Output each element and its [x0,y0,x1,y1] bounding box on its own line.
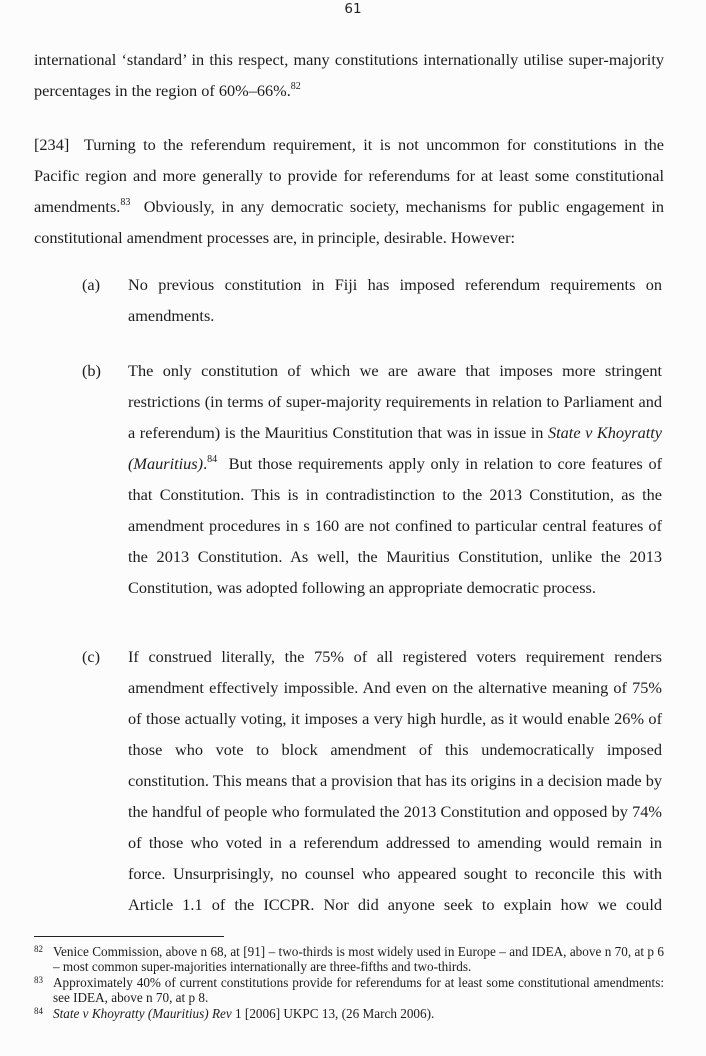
footnote-83 [34,975,664,1005]
sub-item-text [128,355,662,603]
sub-item-text-part: The only constitution of which we are aware that imposes more stringent restrictions (in terms of super-majority requirements in relation to Parliament and a referendum) is the Mauritius Constitution that was in issue in [128,361,662,442]
footnote-ref-82[interactable]: 82 [290,81,301,92]
footnote-82 [34,944,664,974]
paragraph-text: Turning to the referendum requirement, it is not uncommon for constitutions in the Pacific region and more generally to provide for referendums for at least some constitutional amendments. [34,135,664,216]
footnote-text: Approximately 40% of current constitutions provide for referendums for at least some constitutional amendments: see IDEA, above n 70, at p 8. [53,975,664,1005]
case-name: State v Khoyratty (Mauritius) [128,423,662,473]
sub-item-label: (b) [82,361,101,380]
paragraph-text: international ‘standard’ in this respect, many constitutions internationally utilise super-majority percentages in the region of 60%–66%. [34,50,664,100]
sub-item-text: No previous constitution in Fiji has imposed referendum requirements on amendments. [128,275,662,325]
footnote-text: Venice Commission, above n 68, at [91] – two-thirds is most widely used in Europe – and IDEA, above n 70, at p 6 – most common super-majorities internationally are three-fifths and two-thirds. [53,944,664,974]
paragraph-continuation [34,44,664,106]
paragraph-number: [234] [34,135,70,154]
footnote-ref-83[interactable]: 83 [120,197,131,208]
sub-item-label: (c) [82,647,101,666]
footnote-ref-84[interactable]: 84 [207,454,218,465]
paragraph-text: Obviously, in any democratic society, mechanisms for public engagement in constitutional amendment processes are, in principle, desirable. However: [34,197,665,247]
footnote-84 [34,1006,664,1021]
footnote-number: 84 [34,1006,43,1016]
citation: 1 [2006] UKPC 13, (26 March 2006). [231,1006,435,1021]
footnotes [34,944,664,1022]
paragraph-234 [34,129,664,253]
sub-item-b [82,355,664,603]
footnote-number: 83 [34,975,43,985]
sub-item-label: (a) [82,275,101,294]
page-number: 61 [344,1,362,17]
sub-item-c [82,641,664,951]
period: . [203,454,208,473]
footnote-number: 82 [34,944,43,954]
sub-item-a [82,269,664,331]
footnote-divider [34,936,224,937]
case-name: State v Khoyratty (Mauritius) Rev [53,1006,232,1021]
footnote-text [53,1006,664,1021]
sub-item-text-part: But those requirements apply only in relation to core features of that Constitution. This is in contradistinction to the 2013 Constitution, as the amendment procedures in s 160 are not confined to particular central features of the 2013 Constitution. As well, the Mauritius Constitution, unlike the 2013 Constitution, was adopted following an appropriate democratic process. [128,454,663,597]
sub-item-text: If construed literally, the 75% of all registered voters requirement renders amendment effectively impossible. And even on the alternative meaning of 75% of those actually voting, it imposes a very high hurdle, as it would enable 26% of those who vote to block amendment of this undemocratically imposed constitution. This means that a provision that has its origins in a decision made by the handful of people who formulated the 2013 Constitution and opposed by 74% of those who voted in a referendum addressed to amending would remain in force. Unsurprisingly, no counsel who appeared sought to reconcile this with Article 1.1 of the ICCPR. Nor did anyone seek to explain how we could [128,647,662,914]
